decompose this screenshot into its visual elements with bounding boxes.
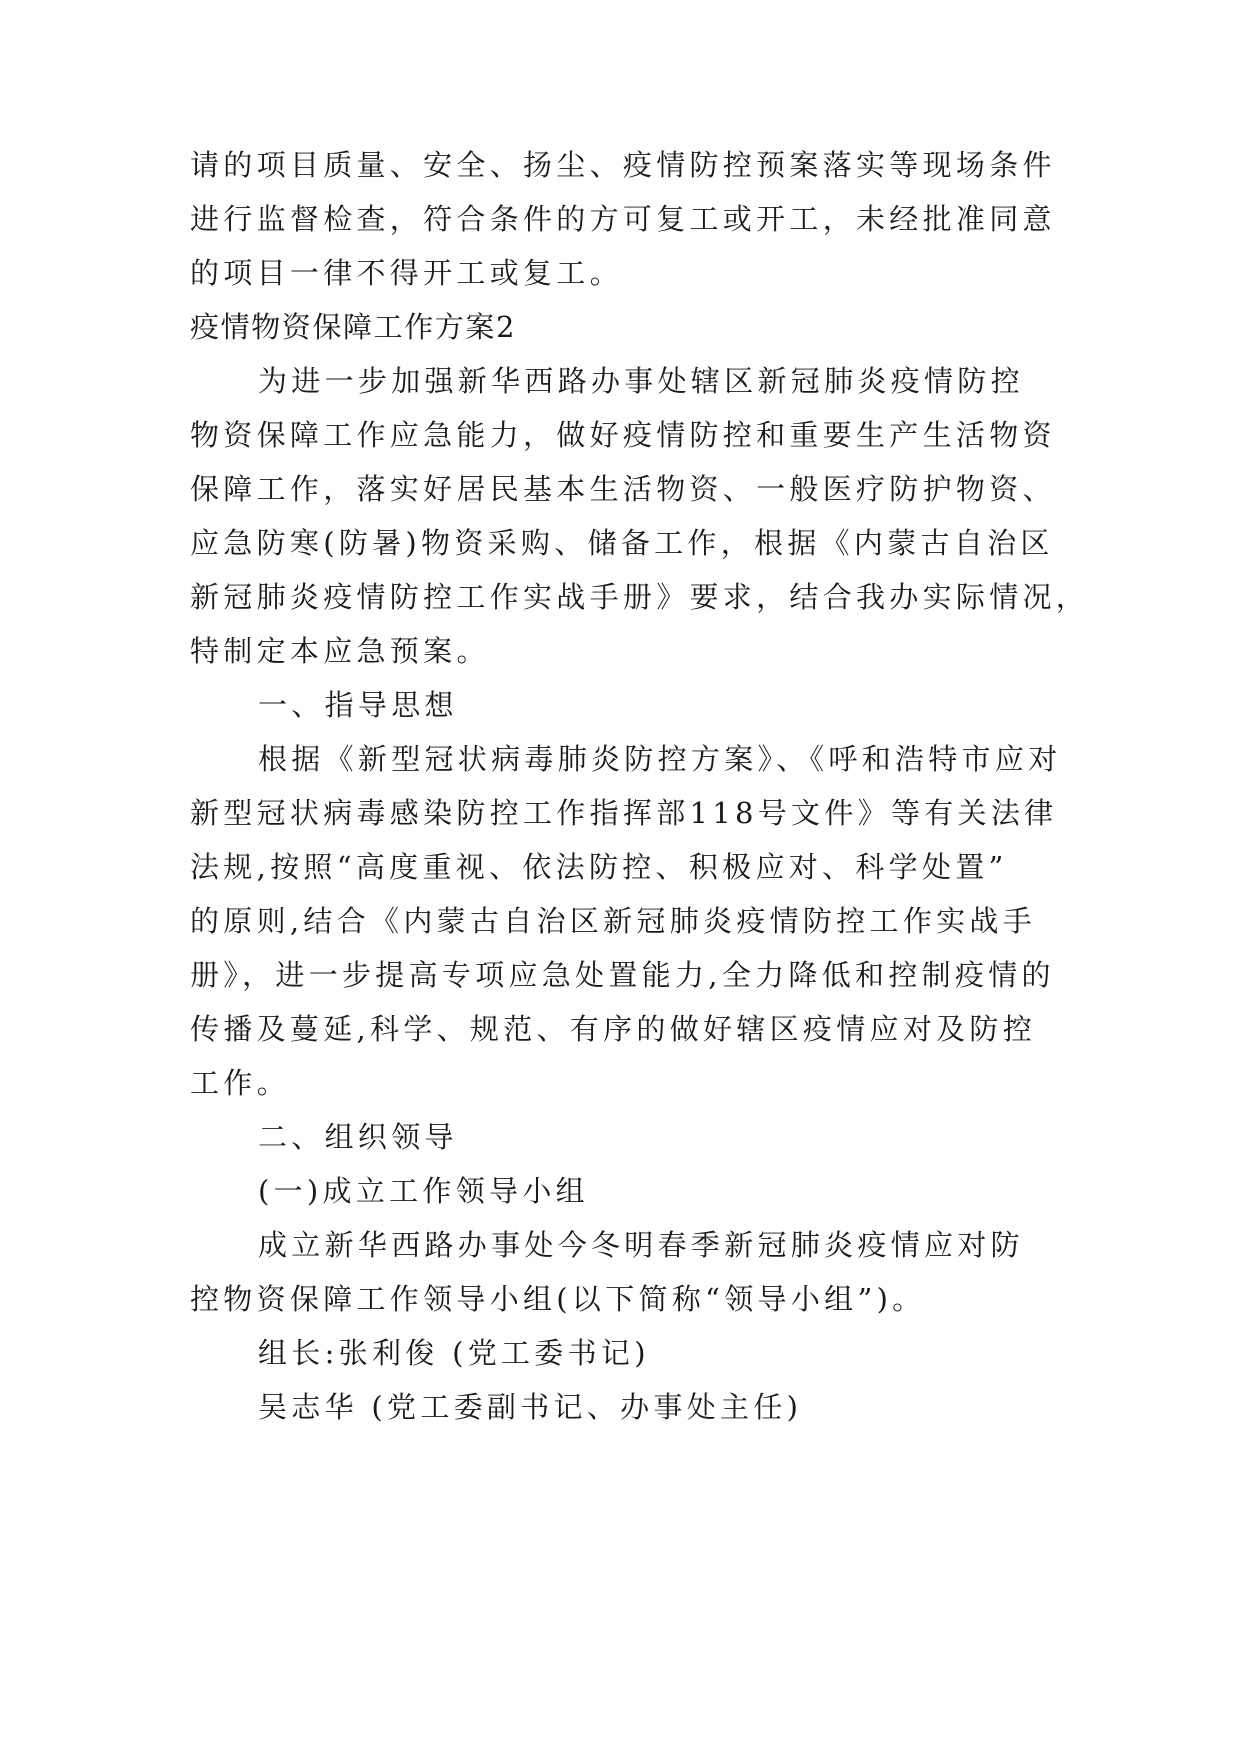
text-line: 组长:张利俊 (党工委书记) <box>258 1336 650 1370</box>
text-line: 册》，进一步提高专项应急处置能力,全力降低和控制疫情的 <box>190 958 1055 992</box>
text-line: 根据《新型冠状病毒肺炎防控方案》、《呼和浩特市应对 <box>258 742 1062 776</box>
text-line: 法规,按照“高度重视、依法防控、积极应对、科学处置” <box>190 850 1008 884</box>
text-line: 为进一步加强新华西路办事处辖区新冠肺炎疫情防控 <box>258 364 1024 398</box>
text-line: 的原则,结合《内蒙古自治区新冠肺炎疫情防控工作实战手 <box>190 904 1037 938</box>
text-line: 工作。 <box>190 1066 290 1100</box>
text-line: 特制定本应急预案。 <box>190 634 490 668</box>
text-line: 的项目一律不得开工或复工。 <box>190 256 623 290</box>
text-line: 传播及蔓延,科学、规范、有序的做好辖区疫情应对及防控 <box>190 1012 1037 1046</box>
text-line: 成立新华西路办事处今冬明春季新冠肺炎疫情应对防 <box>258 1228 1024 1262</box>
text-line: 吴志华 (党工委副书记、办事处主任) <box>258 1390 803 1424</box>
section-heading: 一、指导思想 <box>258 688 458 722</box>
section-heading: 二、组织领导 <box>258 1120 458 1154</box>
text-line: 请的项目质量、安全、扬尘、疫情防控预案落实等现场条件 <box>190 148 1056 182</box>
text-line: 物资保障工作应急能力，做好疫情防控和重要生产生活物资 <box>190 418 1056 452</box>
subsection-heading: (一)成立工作领导小组 <box>258 1174 589 1208</box>
text-line: 新型冠状病毒感染防控工作指挥部118号文件》等有关法律 <box>190 796 1058 830</box>
text-line: 新冠肺炎疫情防控工作实战手册》要求，结合我办实际情况， <box>190 580 1090 614</box>
text-line: 保障工作，落实好居民基本生活物资、一般医疗防护物资、 <box>190 472 1056 506</box>
text-line: 进行监督检查，符合条件的方可复工或开工，未经批准同意 <box>190 202 1056 236</box>
text-line: 应急防寒(防暑)物资采购、储备工作，根据《内蒙古自治区 <box>190 526 1054 560</box>
section-heading: 疫情物资保障工作方案2 <box>190 310 517 344</box>
text-line: 控物资保障工作领导小组(以下简称“领导小组”)。 <box>190 1282 926 1316</box>
